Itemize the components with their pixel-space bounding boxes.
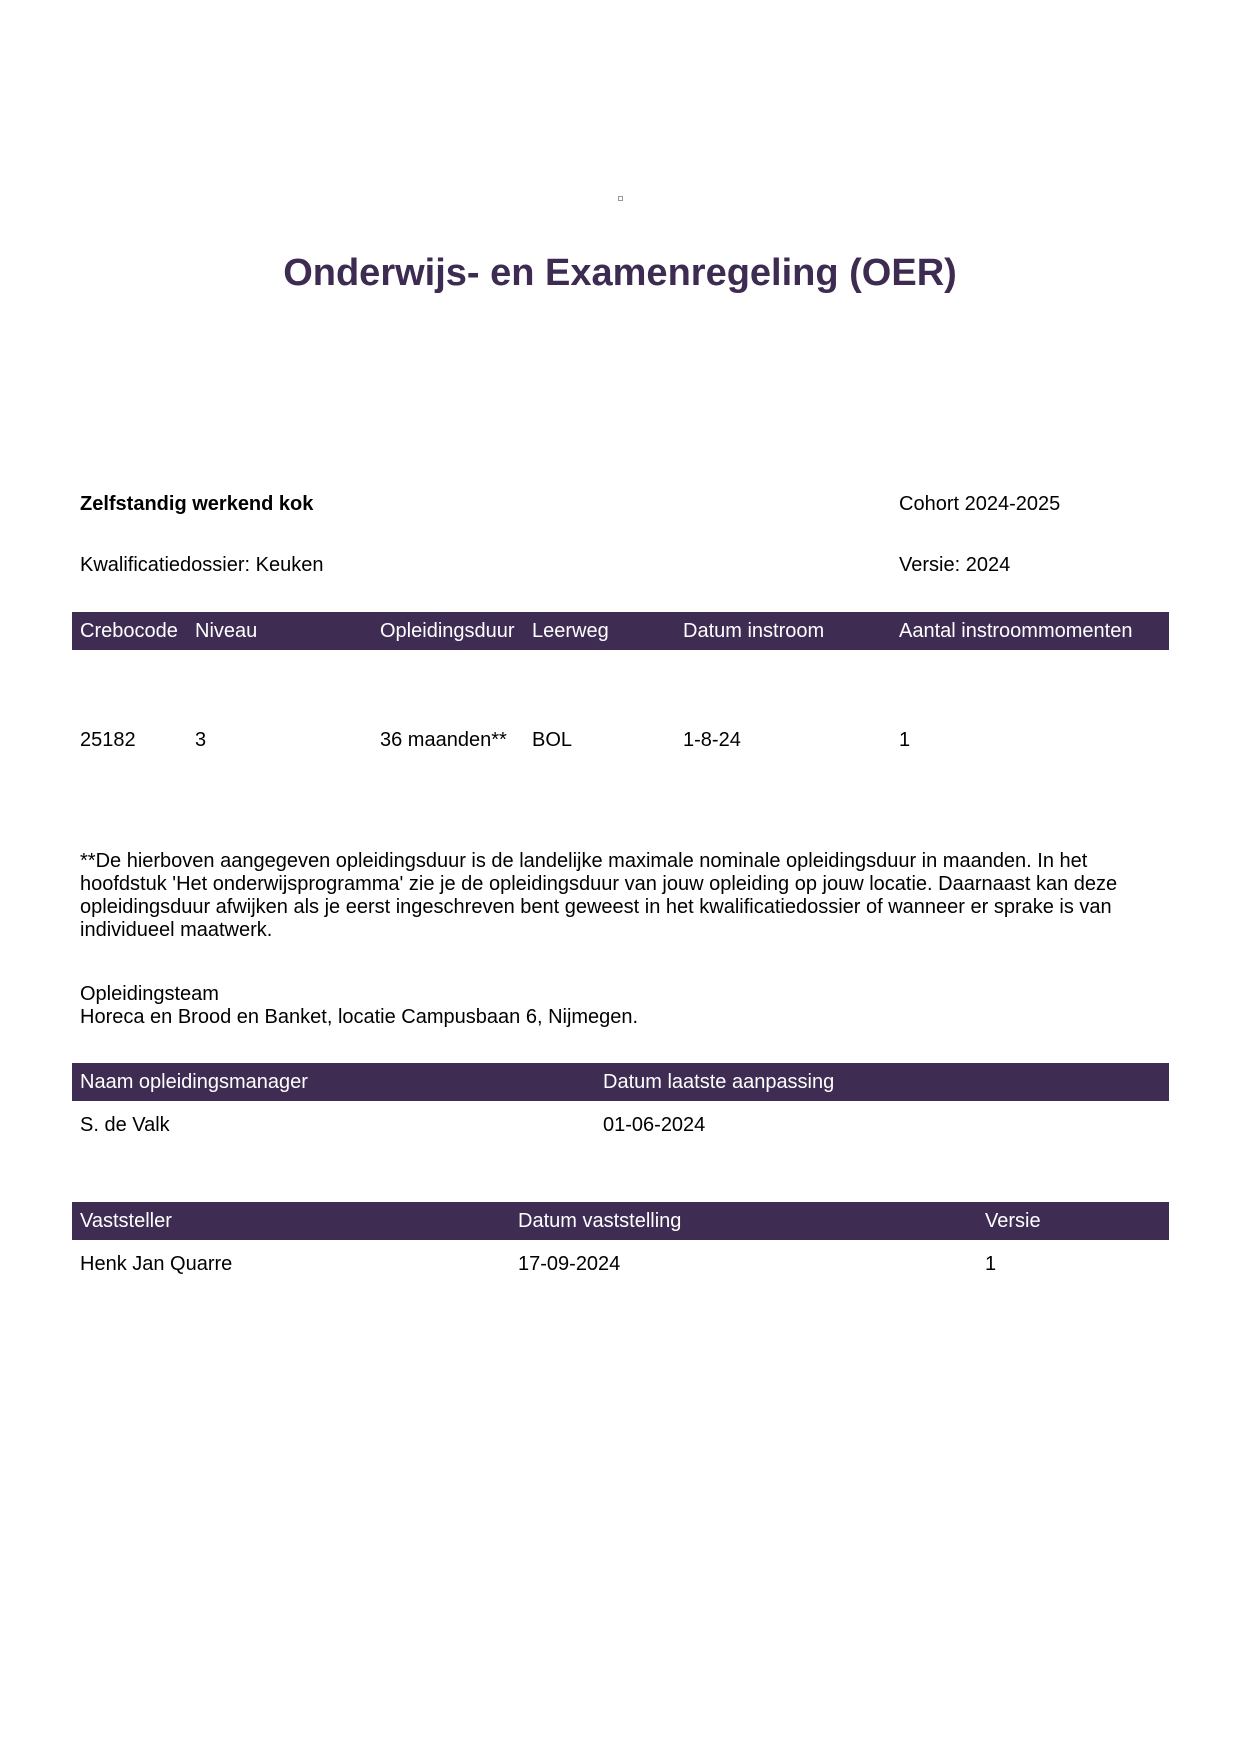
header-opleidingsduur: Opleidingsduur bbox=[380, 620, 515, 642]
version-label: Versie: 2024 bbox=[899, 554, 1011, 576]
approval-table-header bbox=[72, 1202, 1169, 1240]
qualification-dossier: Kwalificatiedossier: Keuken bbox=[80, 554, 324, 576]
header-datum-vaststelling: Datum vaststelling bbox=[518, 1210, 682, 1232]
team-description: Horeca en Brood en Banket, locatie Campusbaan 6, Nijmegen. bbox=[80, 1006, 639, 1028]
cell-manager-name: S. de Valk bbox=[80, 1114, 170, 1136]
cell-vaststeller: Henk Jan Quarre bbox=[80, 1253, 233, 1275]
header-niveau: Niveau bbox=[195, 620, 258, 642]
manager-table-header bbox=[72, 1063, 1169, 1101]
cohort-label: Cohort 2024-2025 bbox=[899, 493, 1061, 515]
cell-versie: 1 bbox=[985, 1253, 997, 1275]
header-versie: Versie bbox=[985, 1210, 1041, 1232]
cell-crebocode: 25182 bbox=[80, 729, 136, 751]
program-table-header bbox=[72, 612, 1169, 650]
cell-datum-instroom: 1-8-24 bbox=[683, 729, 741, 751]
header-datum-instroom: Datum instroom bbox=[683, 620, 825, 642]
cell-last-modified: 01-06-2024 bbox=[603, 1114, 706, 1136]
team-heading: Opleidingsteam bbox=[80, 983, 219, 1005]
header-naam-opleidingsmanager: Naam opleidingsmanager bbox=[80, 1071, 308, 1093]
header-crebocode: Crebocode bbox=[80, 620, 178, 642]
logo-placeholder-icon bbox=[618, 196, 623, 201]
cell-leerweg: BOL bbox=[532, 729, 573, 751]
cell-datum-vaststelling: 17-09-2024 bbox=[518, 1253, 621, 1275]
header-datum-laatste-aanpassing: Datum laatste aanpassing bbox=[603, 1071, 835, 1093]
program-name: Zelfstandig werkend kok bbox=[80, 493, 314, 515]
header-vaststeller: Vaststeller bbox=[80, 1210, 172, 1232]
cell-opleidingsduur: 36 maanden** bbox=[380, 729, 507, 751]
cell-aantal-instroommomenten: 1 bbox=[899, 729, 911, 751]
footnote-text: **De hierboven aangegeven opleidingsduur is de landelijke maximale nominale opleidingsduur in maanden. In het hoofdstuk 'Het onderwijsprogramma' zie je de opleidingsduur van jouw opleiding op jouw locatie. Daarnaast kan deze opleidingsduur afwijken als je eerst ingeschreven bent geweest in het kwalificatiedossier of wanneer er sprake is van individueel maatwerk. bbox=[80, 850, 1118, 941]
cell-niveau: 3 bbox=[195, 729, 207, 751]
header-aantal-instroommomenten: Aantal instroommomenten bbox=[899, 620, 1133, 642]
page-title: Onderwijs- en Examenregeling (OER) bbox=[283, 252, 957, 294]
header-leerweg: Leerweg bbox=[532, 620, 609, 642]
